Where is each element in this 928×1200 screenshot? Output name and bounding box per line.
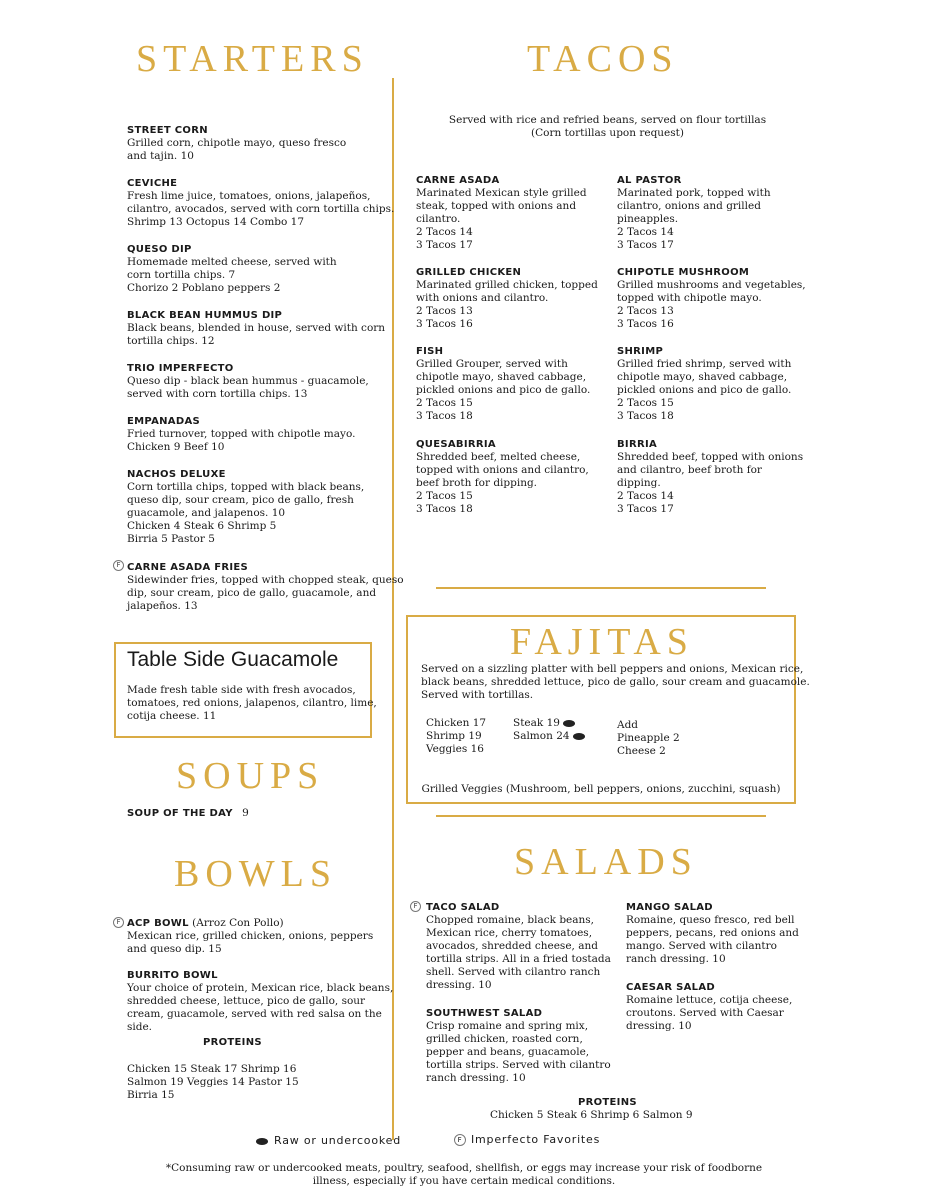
price-list: Chicken 17 Shrimp 19 Veggies 16 bbox=[426, 717, 487, 755]
starter-item bbox=[127, 177, 394, 229]
item-name: TRIO IMPERFECTO bbox=[127, 363, 234, 374]
legend-raw-label: Raw or undercooked bbox=[274, 1134, 401, 1147]
item-desc: Grilled corn, chipotle mayo, queso fresco and tajin. 10 bbox=[127, 137, 347, 162]
salad-proteins-list bbox=[490, 1109, 693, 1122]
item-name: TACO SALAD bbox=[426, 902, 500, 913]
item-name: CARNE ASADA FRIES bbox=[127, 562, 249, 573]
disclaimer bbox=[60, 1162, 868, 1188]
add-list: Add Pineapple 2 Cheese 2 bbox=[617, 719, 680, 757]
price-line: Steak 19 bbox=[513, 717, 560, 729]
fajitas-prices-2 bbox=[513, 717, 585, 743]
item-desc: Your choice of protein, Mexican rice, black beans, shredded cheese, lettuce, pico de gallo, sour cream, guacamole, served with red salsa on the side. bbox=[127, 982, 394, 1033]
proteins-label: PROTEINS bbox=[203, 1037, 262, 1048]
raw-icon bbox=[256, 1138, 268, 1145]
proteins-text: Chicken 5 Steak 6 Shrimp 6 Salmon 9 bbox=[490, 1109, 693, 1121]
bowl-item bbox=[127, 917, 373, 956]
horizontal-divider bbox=[436, 587, 766, 589]
item-name: BURRITO BOWL bbox=[127, 970, 218, 981]
item-name: SOUTHWEST SALAD bbox=[426, 1008, 543, 1019]
taco-item bbox=[617, 345, 791, 423]
guacamole-desc bbox=[127, 684, 377, 723]
guacamole-title: Table Side Guacamole bbox=[127, 648, 339, 671]
item-name: BLACK BEAN HUMMUS DIP bbox=[127, 310, 283, 321]
item-name: ACP BOWL bbox=[127, 918, 189, 929]
item-name: CEVICHE bbox=[127, 178, 178, 189]
fajitas-veggies bbox=[406, 783, 796, 796]
subtitle-line: (Corn tortillas upon request) bbox=[531, 127, 684, 139]
item-desc: Fresh lime juice, tomatoes, onions, jalapeños, cilantro, avocados, served with corn tortilla chips. Shrimp 13 Octopus 14 Combo 17 bbox=[127, 190, 395, 228]
taco-item bbox=[617, 266, 806, 331]
item-name: BIRRIA bbox=[617, 439, 658, 450]
bowl-item bbox=[127, 969, 393, 1034]
disclaimer-line: illness, especially if you have certain medical conditions. bbox=[312, 1175, 616, 1187]
raw-icon bbox=[563, 720, 575, 727]
item-name: QUESO DIP bbox=[127, 244, 192, 255]
item-desc: Grilled Grouper, served with chipotle mayo, shaved cabbage, pickled onions and pico de gallo. 2 Tacos 15 3 Tacos 18 bbox=[416, 358, 591, 422]
item-name: AL PASTOR bbox=[617, 175, 682, 186]
legend-fav-label: Imperfecto Favorites bbox=[471, 1133, 601, 1146]
disclaimer-line: *Consuming raw or undercooked meats, poultry, seafood, shellfish, or eggs may increase your risk of foodborne bbox=[165, 1162, 763, 1174]
salad-proteins-title bbox=[578, 1096, 637, 1109]
taco-item bbox=[416, 345, 590, 423]
item-desc: Homemade melted cheese, served with corn tortilla chips. 7 Chorizo 2 Poblano peppers 2 bbox=[127, 256, 337, 294]
item-desc: Shredded beef, topped with onions and cilantro, beef broth for dipping. 2 Tacos 14 3 Tacos 17 bbox=[617, 451, 804, 515]
soup-item bbox=[127, 807, 249, 820]
item-desc: Made fresh table side with fresh avocados, tomatoes, red onions, jalapenos, cilantro, lime, cotija cheese. 11 bbox=[127, 684, 377, 722]
tacos-subtitle bbox=[420, 114, 795, 140]
item-name: EMPANADAS bbox=[127, 416, 200, 427]
item-name: NACHOS DELUXE bbox=[127, 469, 226, 480]
favorite-icon: F bbox=[454, 1134, 466, 1146]
taco-item bbox=[416, 266, 598, 331]
item-name: CHIPOTLE MUSHROOM bbox=[617, 267, 750, 278]
item-name: CAESAR SALAD bbox=[626, 982, 715, 993]
raw-icon bbox=[573, 733, 585, 740]
salad-item bbox=[626, 901, 799, 966]
salad-item bbox=[426, 1007, 611, 1085]
item-name: QUESABIRRIA bbox=[416, 439, 496, 450]
bowls-title: BOWLS bbox=[174, 853, 337, 895]
tacos-title: TACOS bbox=[527, 38, 679, 80]
item-desc: Marinated grilled chicken, topped with onions and cilantro. 2 Tacos 13 3 Tacos 16 bbox=[416, 279, 598, 330]
item-desc: Marinated Mexican style grilled steak, topped with onions and cilantro. 2 Tacos 14 3 Tacos 17 bbox=[416, 187, 587, 251]
item-desc: Romaine lettuce, cotija cheese, croutons. Served with Caesar dressing. 10 bbox=[626, 994, 793, 1032]
item-name: STREET CORN bbox=[127, 125, 208, 136]
item-price: 9 bbox=[242, 807, 249, 819]
proteins-list bbox=[127, 1063, 299, 1102]
taco-item bbox=[617, 174, 771, 252]
fajitas-add bbox=[617, 719, 680, 758]
item-desc: Grilled fried shrimp, served with chipotle mayo, shaved cabbage, pickled onions and pico de gallo. 2 Tacos 15 3 Tacos 18 bbox=[617, 358, 792, 422]
item-name: CARNE ASADA bbox=[416, 175, 500, 186]
item-name: MANGO SALAD bbox=[626, 902, 713, 913]
item-desc: Black beans, blended in house, served with corn tortilla chips. 12 bbox=[127, 322, 386, 347]
item-desc: Served on a sizzling platter with bell peppers and onions, Mexican rice, black beans, shredded lettuce, pico de gallo, sour cream and guacamole. Served with tortillas. bbox=[421, 663, 810, 701]
starter-item bbox=[127, 124, 346, 163]
price-line: Salmon 24 bbox=[513, 730, 570, 742]
fajitas-title: FAJITAS bbox=[510, 621, 694, 663]
taco-item bbox=[617, 438, 803, 516]
item-desc: Marinated pork, topped with cilantro, onions and grilled pineapples. 2 Tacos 14 3 Tacos 17 bbox=[617, 187, 771, 251]
starter-item bbox=[127, 309, 385, 348]
item-desc: Corn tortilla chips, topped with black beans, queso dip, sour cream, pico de gallo, fresh guacamole, and jalapenos. 10 Chicken 4 Steak 6 Shrimp 5 Birria 5 Pastor 5 bbox=[127, 481, 365, 545]
item-name: SHRIMP bbox=[617, 346, 664, 357]
item-desc: Fried turnover, topped with chipotle mayo. Chicken 9 Beef 10 bbox=[127, 428, 356, 453]
item-desc: Queso dip - black bean hummus - guacamole, served with corn tortilla chips. 13 bbox=[127, 375, 369, 400]
item-name: SOUP OF THE DAY bbox=[127, 808, 233, 819]
item-subtitle: (Arroz Con Pollo) bbox=[192, 917, 284, 929]
subtitle-line: Served with rice and refried beans, served on flour tortillas bbox=[448, 114, 767, 126]
item-desc: Mexican rice, grilled chicken, onions, peppers and queso dip. 15 bbox=[127, 930, 374, 955]
item-desc: Grilled mushrooms and vegetables, topped with chipotle mayo. 2 Tacos 13 3 Tacos 16 bbox=[617, 279, 806, 330]
salad-item bbox=[626, 981, 792, 1033]
starter-item bbox=[127, 243, 337, 295]
item-desc: Sidewinder fries, topped with chopped steak, queso dip, sour cream, pico de gallo, guacamole, and jalapeños. 13 bbox=[127, 574, 404, 612]
salad-item bbox=[426, 901, 611, 992]
favorite-icon: F bbox=[113, 560, 124, 571]
proteins-title bbox=[203, 1036, 262, 1049]
starter-item bbox=[127, 561, 404, 613]
horizontal-divider bbox=[436, 815, 766, 817]
starters-title: STARTERS bbox=[136, 38, 369, 80]
favorite-icon: F bbox=[410, 901, 421, 912]
proteins-label: PROTEINS bbox=[578, 1097, 637, 1108]
item-desc: Shredded beef, melted cheese, topped with onions and cilantro, beef broth for dipping. 2 Tacos 15 3 Tacos 18 bbox=[416, 451, 589, 515]
item-name: FISH bbox=[416, 346, 444, 357]
starter-item bbox=[127, 362, 369, 401]
proteins-text: Chicken 15 Steak 17 Shrimp 16 Salmon 19 Veggies 14 Pastor 15 Birria 15 bbox=[127, 1063, 299, 1101]
taco-item bbox=[416, 438, 589, 516]
salads-title: SALADS bbox=[514, 841, 698, 883]
soups-title: SOUPS bbox=[176, 755, 325, 797]
legend-fav bbox=[454, 1133, 600, 1146]
starter-item bbox=[127, 468, 364, 546]
item-desc: Romaine, queso fresco, red bell peppers, pecans, red onions and mango. Served with cilantro ranch dressing. 10 bbox=[626, 914, 799, 965]
taco-item bbox=[416, 174, 587, 252]
item-desc: Chopped romaine, black beans, Mexican rice, cherry tomatoes, avocados, shredded cheese, and tortilla strips. All in a fried tostada shell. Served with cilantro ranch dressing. 10 bbox=[426, 914, 611, 991]
legend-raw bbox=[256, 1134, 401, 1147]
favorite-icon: F bbox=[113, 917, 124, 928]
starter-item bbox=[127, 415, 355, 454]
item-name: GRILLED CHICKEN bbox=[416, 267, 522, 278]
fajitas-prices-1 bbox=[426, 717, 486, 756]
item-desc: Crisp romaine and spring mix, grilled chicken, roasted corn, pepper and beans, guacamole, tortilla strips. Served with cilantro ranch dressing. 10 bbox=[426, 1020, 611, 1084]
veggies-note: Grilled Veggies (Mushroom, bell peppers, onions, zucchini, squash) bbox=[421, 783, 781, 795]
fajitas-desc bbox=[421, 663, 810, 702]
